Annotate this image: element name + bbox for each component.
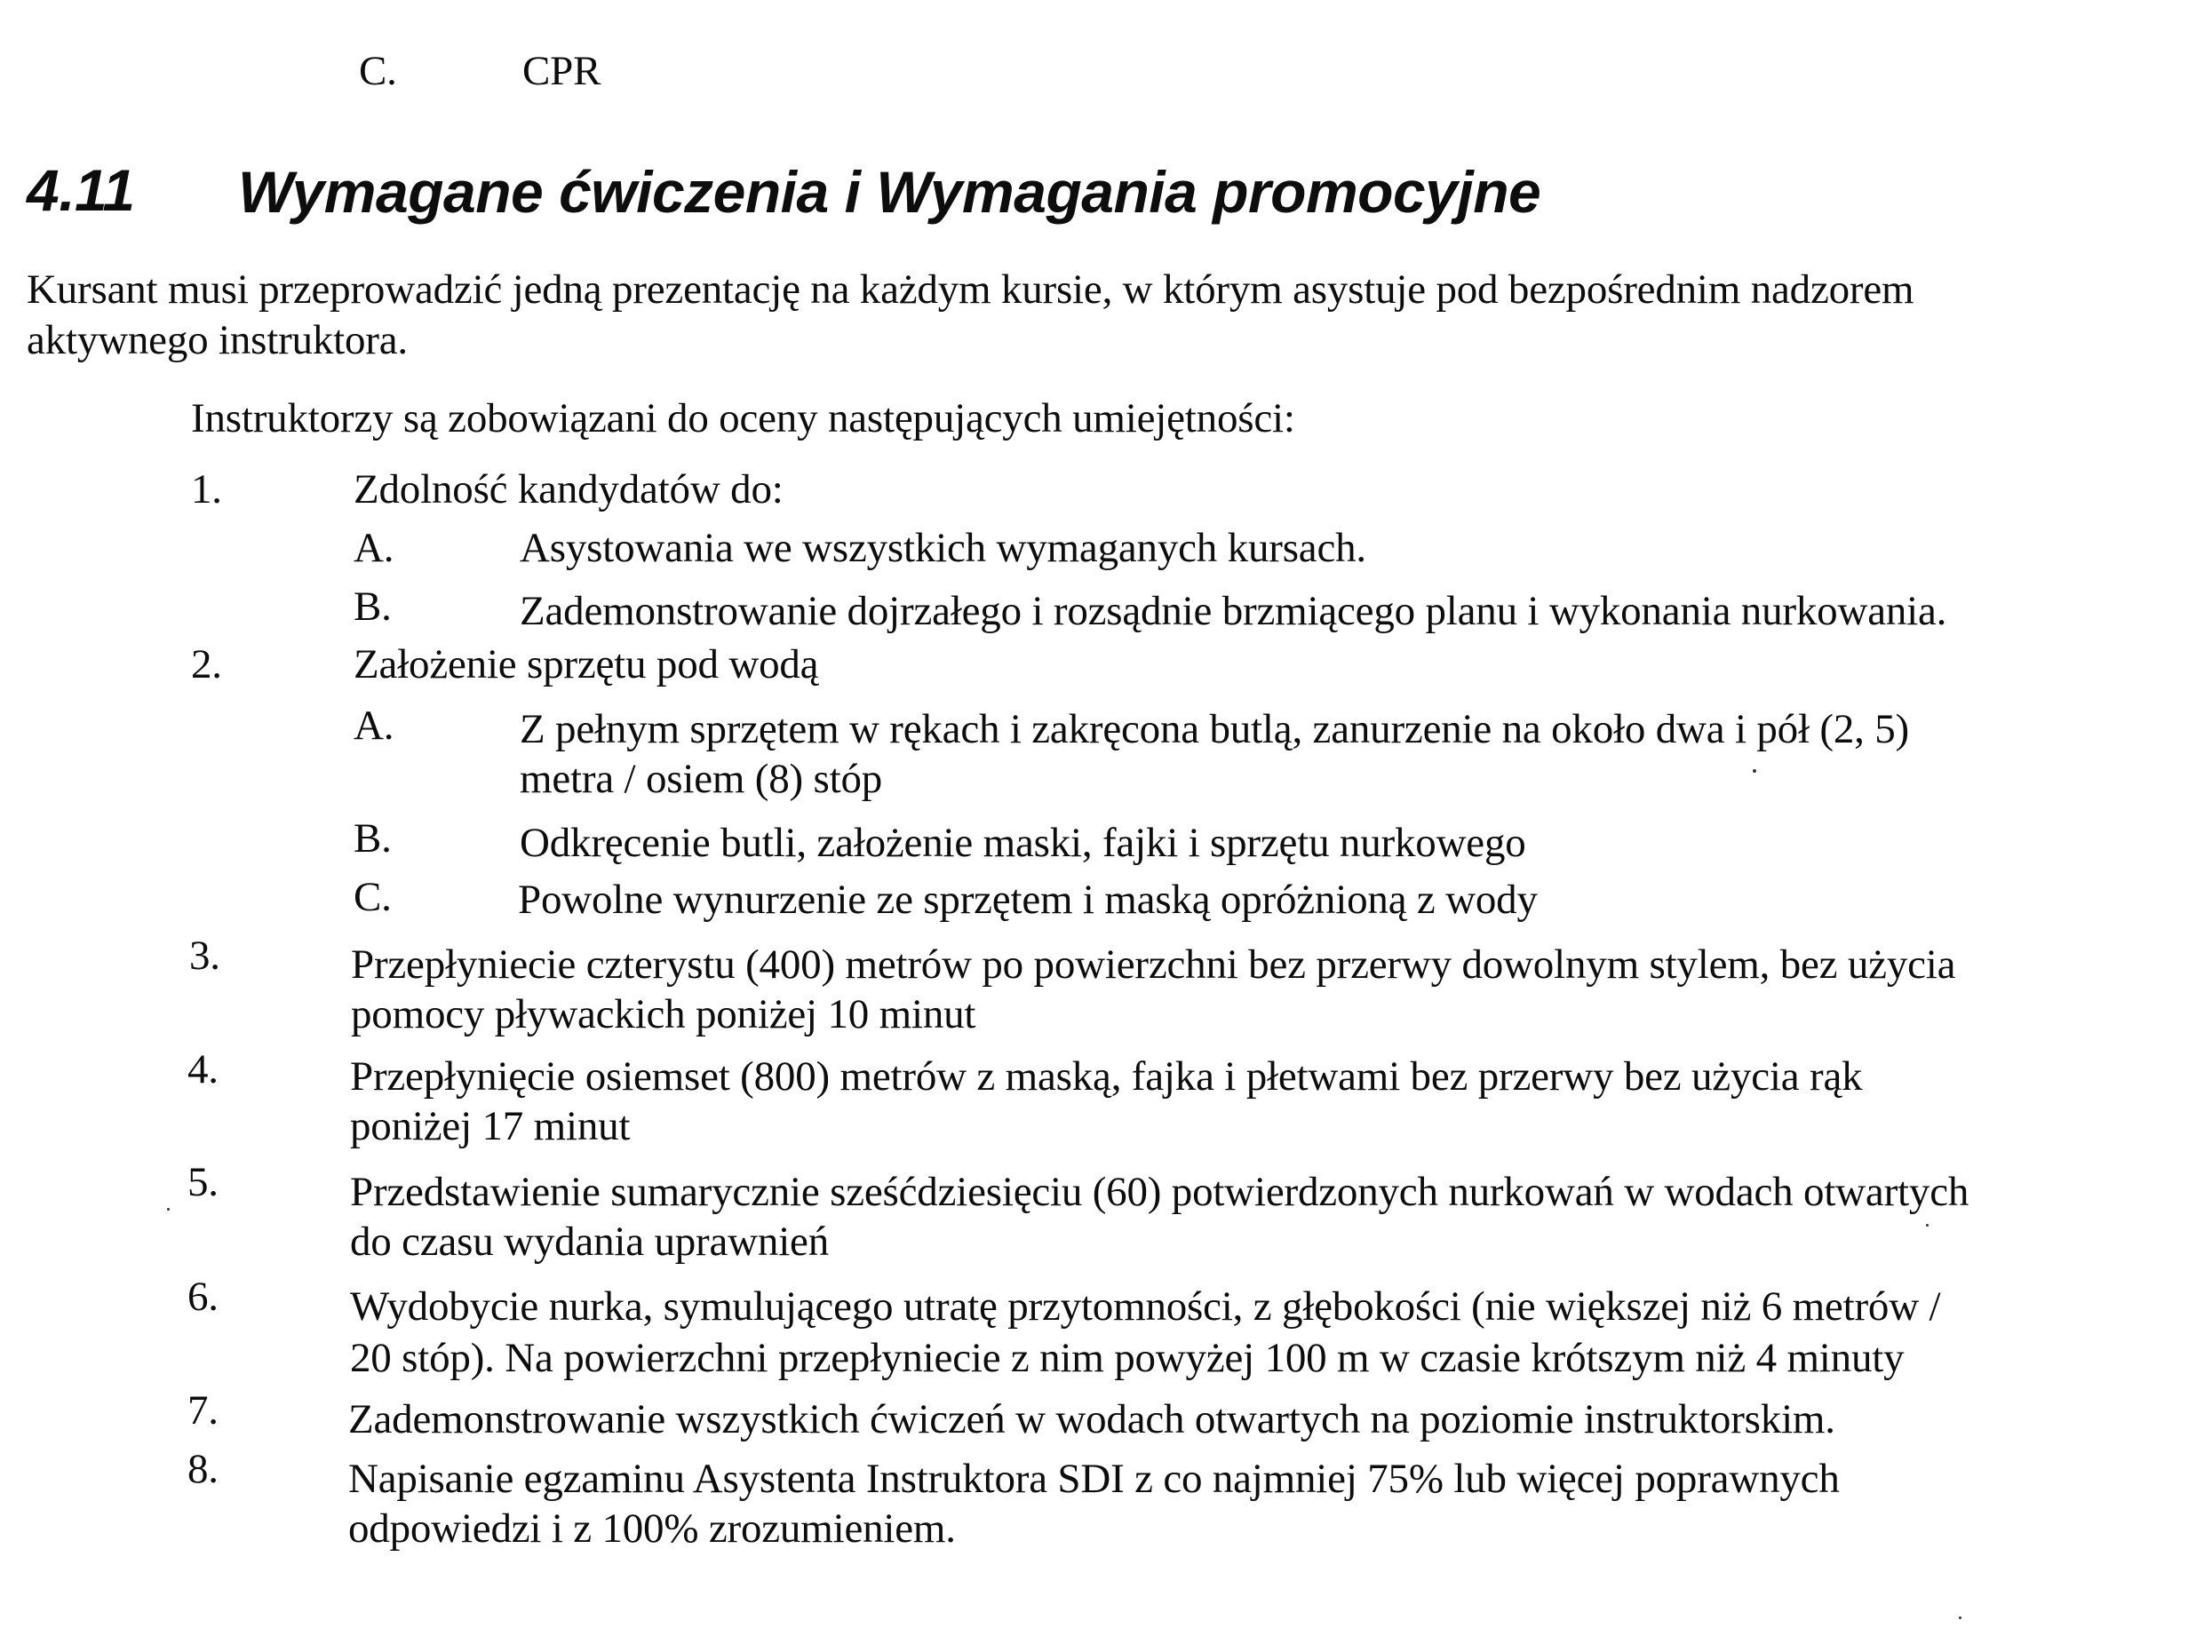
item-5-number: 5. (187, 1159, 219, 1205)
lead-sentence: Instruktorzy są zobowiązani do oceny następujących umiejętności: (191, 395, 1295, 441)
previous-item-marker: C. (359, 48, 397, 94)
section-title: Wymagane ćwiczenia i Wymagania promocyjne (238, 159, 1541, 225)
item-1-sub-b-line-1: Zademonstrowanie dojrzałego i rozsądnie brzmiącego planu i wykonania nurkowania. (520, 588, 1947, 634)
item-1-line-1: Zdolność kandydatów do: (354, 466, 784, 512)
item-2-sub-a-line-1: Z pełnym sprzętem w rękach i zakręcona butlą, zanurzenie na około dwa i pół (2, 5) (520, 706, 1909, 752)
item-7-line-1: Zademonstrowanie wszystkich ćwiczeń w wodach otwartych na poziomie instruktorskim. (348, 1396, 1835, 1442)
previous-item-text: CPR (522, 48, 601, 94)
item-5-line-2: do czasu wydania uprawnień (350, 1219, 830, 1265)
section-number: 4.11 (27, 157, 135, 223)
item-6-line-1: Wydobycie nurka, symulującego utratę przytomności, z głębokości (nie większej niż 6 metrów / (350, 1283, 1941, 1330)
item-6-number: 6. (187, 1274, 219, 1320)
item-2-number: 2. (191, 641, 222, 687)
item-1-number: 1. (191, 466, 222, 512)
item-1-sub-a-letter: A. (354, 525, 394, 571)
item-3-line-1: Przepłyniecie czterystu (400) metrów po powierzchni bez przerwy dowolnym stylem, bez użycia (351, 941, 1956, 988)
item-3-number: 3. (189, 933, 220, 979)
item-1-sub-b-letter: B. (354, 584, 392, 630)
item-3-line-2: pomocy pływackich poniżej 10 minut (351, 991, 976, 1037)
scan-speck (1753, 769, 1756, 773)
item-8-line-1: Napisanie egzaminu Asystenta Instruktora SDI z co najmniej 75% lub więcej poprawnych (348, 1456, 1840, 1502)
item-8-number: 8. (187, 1446, 219, 1492)
item-2-sub-b-line-1: Odkręcenie butli, założenie maski, fajki i sprzętu nurkowego (520, 820, 1526, 866)
intro-line-1: Kursant musi przeprowadzić jedną prezentację na każdym kursie, w którym asystuje pod bezpośrednim nadzorem (27, 266, 1914, 313)
item-4-line-1: Przepłynięcie osiemset (800) metrów z maską, fajka i płetwami bez przerwy bez użycia rąk (350, 1053, 1863, 1100)
item-1-sub-a-line-1: Asystowania we wszystkich wymaganych kursach. (520, 525, 1366, 571)
item-2-sub-b-letter: B. (354, 815, 392, 862)
item-6-line-2: 20 stóp). Na powierzchni przepłyniecie z nim powyżej 100 m w czasie krótszym niż 4 minuty (350, 1335, 1905, 1381)
item-5-line-1: Przedstawienie sumarycznie sześćdziesięciu (60) potwierdzonych nurkowań w wodach otwartych (350, 1169, 1969, 1215)
scan-speck (167, 1208, 170, 1211)
item-7-number: 7. (187, 1387, 219, 1434)
item-2-sub-c-line-1: Powolne wynurzenie ze sprzętem i maską opróżnioną z wody (518, 877, 1538, 923)
item-4-number: 4. (187, 1046, 219, 1092)
item-2-sub-a-letter: A. (354, 703, 394, 749)
item-4-line-2: poniżej 17 minut (350, 1103, 631, 1149)
item-2-sub-a-line-2: metra / osiem (8) stóp (520, 756, 883, 802)
item-2-sub-c-letter: C. (354, 874, 392, 920)
scan-speck (1959, 1616, 1961, 1619)
intro-line-2: aktywnego instruktora. (27, 317, 408, 363)
item-8-line-2: odpowiedzi i z 100% zrozumieniem. (348, 1505, 956, 1552)
item-2-line-1: Założenie sprzętu pod wodą (354, 641, 819, 687)
scan-speck (1926, 1224, 1929, 1227)
